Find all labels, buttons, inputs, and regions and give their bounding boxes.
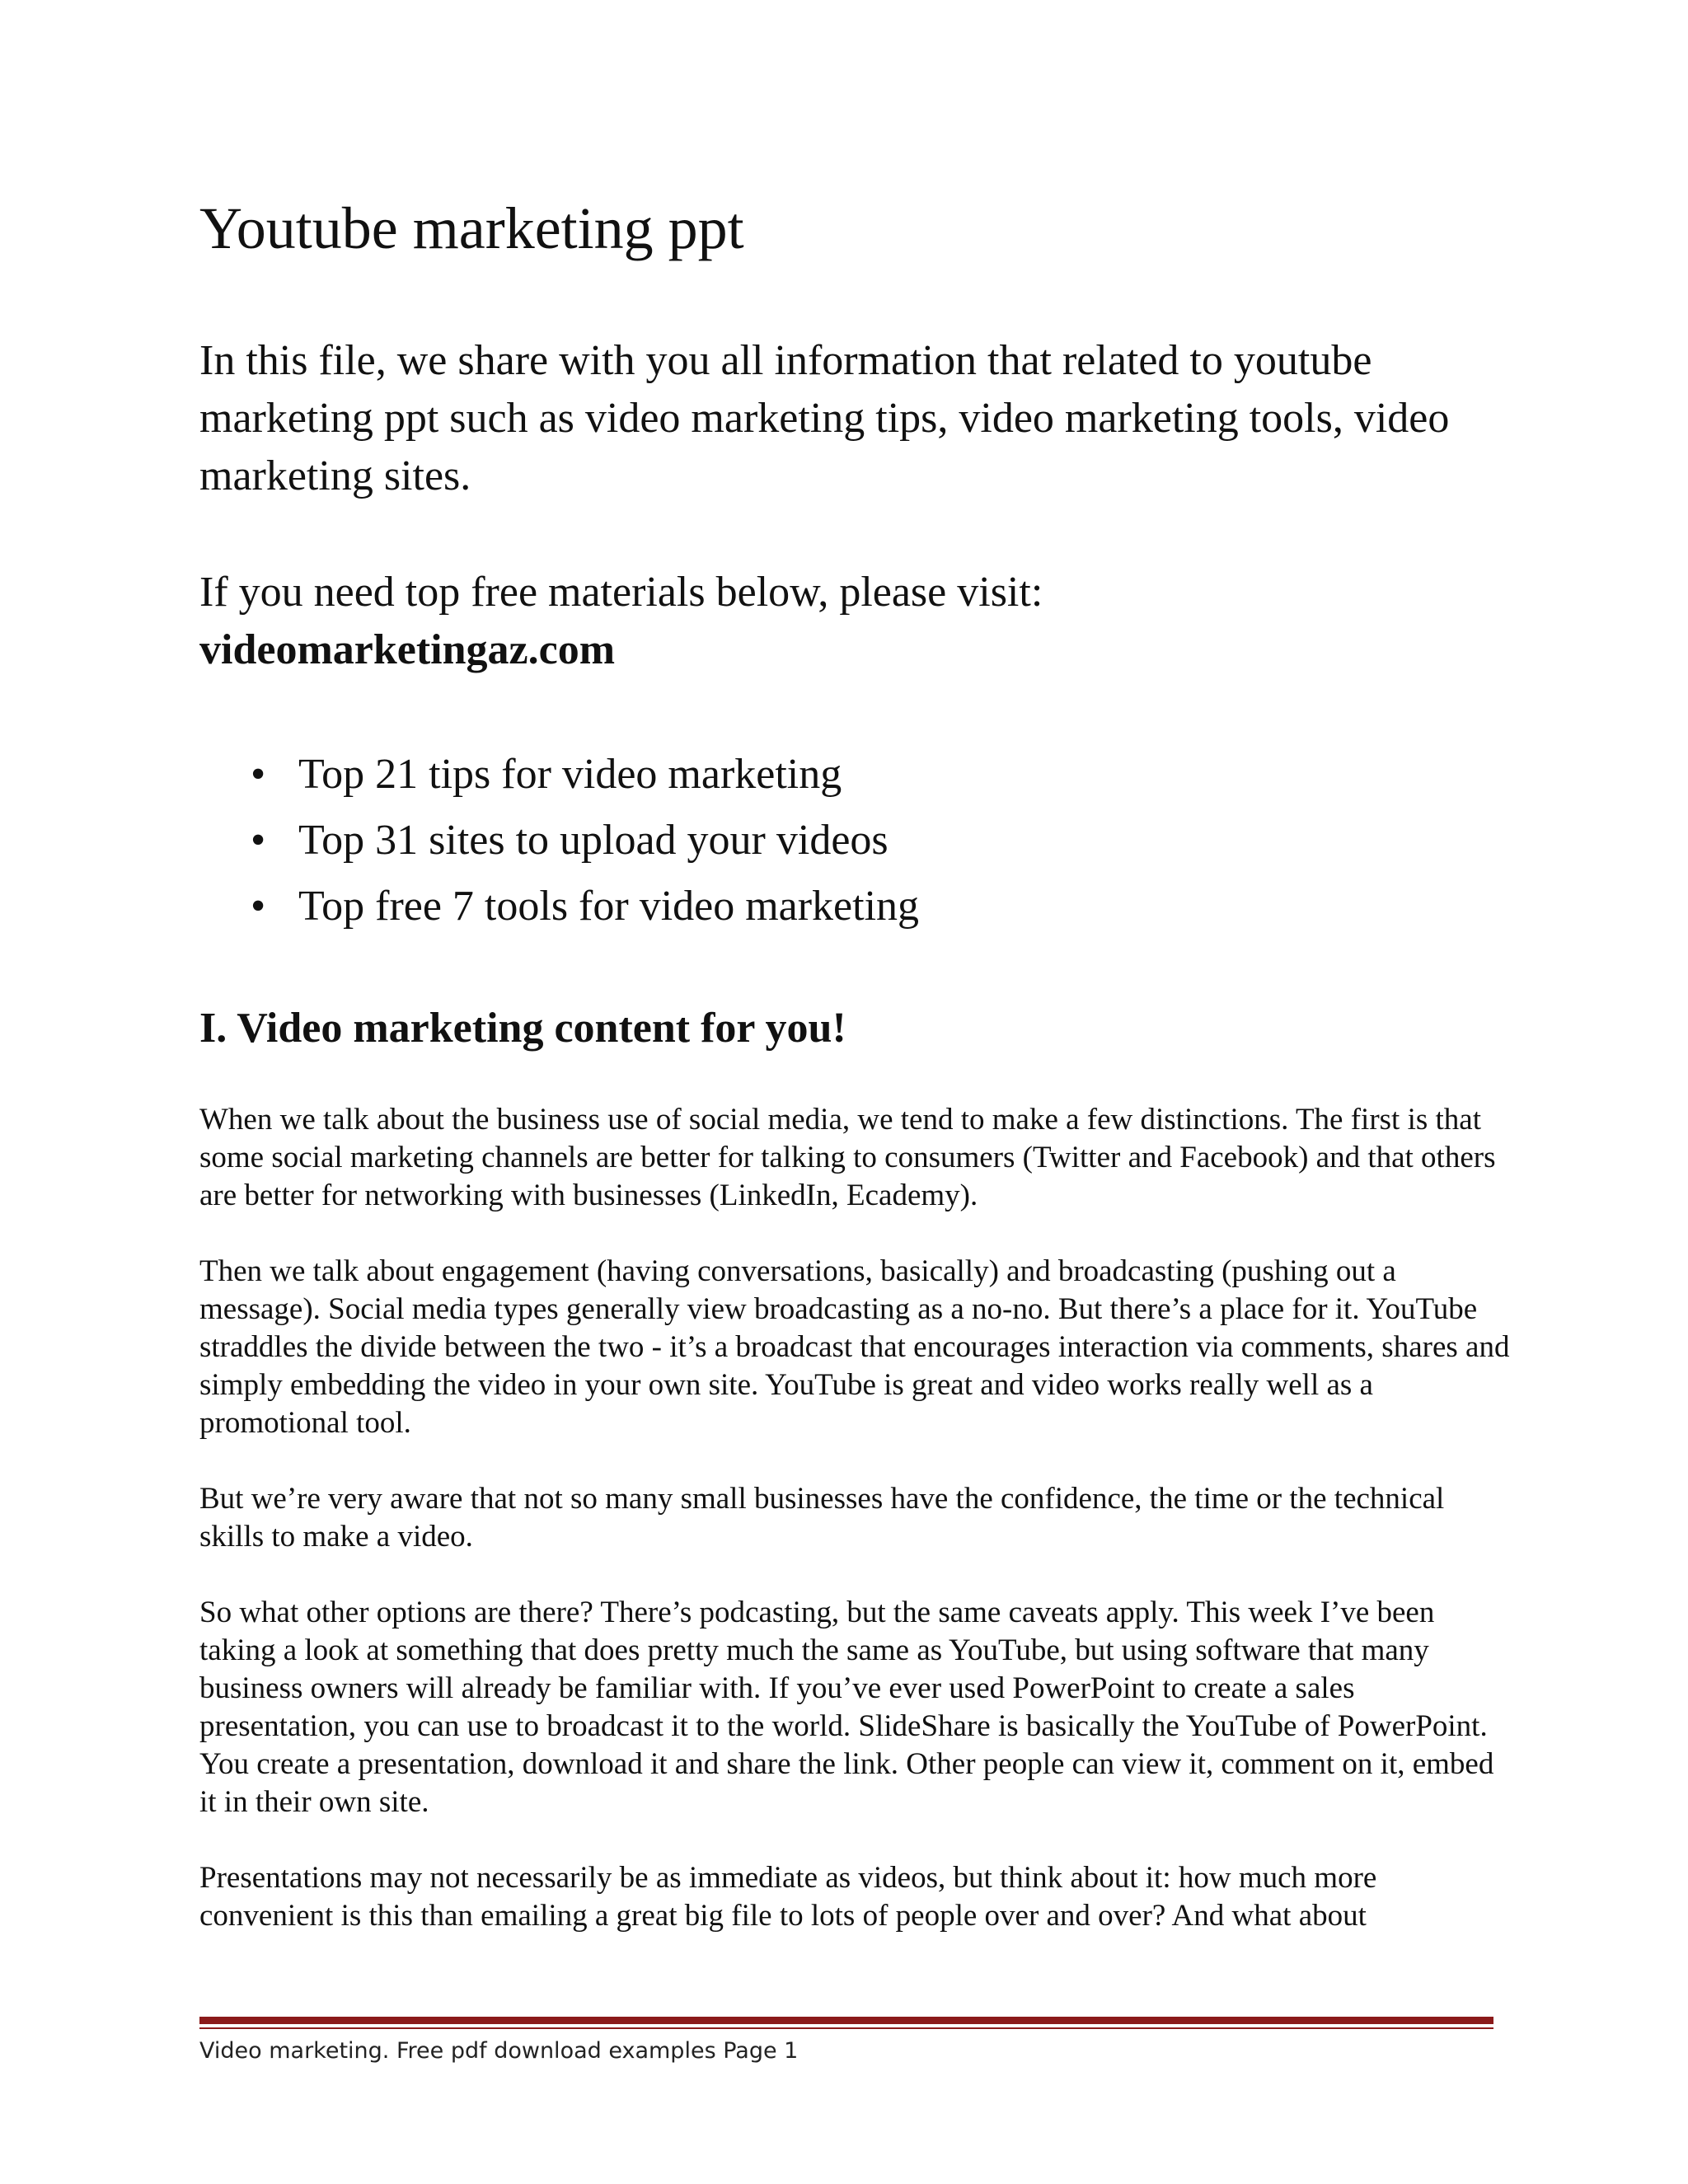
list-item-text: Top 31 sites to upload your videos	[298, 817, 889, 864]
footer-rule-thick	[199, 2017, 1493, 2024]
document-title: Youtube marketing ppt	[199, 195, 744, 261]
footer-text: Video marketing. Free pdf download examples Page 1	[199, 2038, 799, 2064]
list-item	[199, 742, 919, 808]
bullet-icon: •	[251, 751, 266, 798]
body-paragraph: Then we talk about engagement (having conversations, basically) and broadcasting (pushing out a message). Social media types generally view broadcasting as a no-no. But there’s a place for it. YouTube straddles the divide between the two - it’s a broadcast that encourages interaction via comments, shares and simply embedding the video in your own site. YouTube is great and video works really well as a promotional tool.	[199, 1254, 1510, 1440]
list-item	[199, 808, 919, 874]
section-heading: I. Video marketing content for you!	[199, 1005, 846, 1052]
intro-paragraph	[199, 332, 1502, 505]
intro-line-3: marketing sites.	[199, 452, 471, 499]
visit-paragraph	[199, 564, 1502, 679]
body-text	[199, 1101, 1510, 1973]
visit-text: If you need top free materials below, please visit:	[199, 569, 1043, 616]
list-item-text: Top free 7 tools for video marketing	[298, 883, 920, 930]
visit-link: videomarketingaz.com	[199, 626, 616, 673]
intro-line-2: marketing ppt such as video marketing tips, video marketing tools, video	[199, 395, 1450, 442]
body-paragraph: But we’re very aware that not so many small businesses have the confidence, the time or the technical skills to make a video.	[199, 1482, 1445, 1554]
list-item	[199, 874, 919, 940]
footer-rule-thin	[199, 2027, 1493, 2029]
body-paragraph: When we talk about the business use of social media, we tend to make a few distinctions. The first is that some social marketing channels are better for talking to consumers (Twitter and Facebook) and that others are better for networking with businesses (LinkedIn, Ecademy).	[199, 1103, 1496, 1212]
list-item-text: Top 21 tips for video marketing	[298, 751, 842, 798]
body-paragraph: Presentations may not necessarily be as immediate as videos, but think about it: how much more convenient is this than emailing a great big file to lots of people over and over? And what about	[199, 1861, 1377, 1933]
intro-line-1: In this file, we share with you all information that related to youtube	[199, 337, 1372, 384]
bullet-icon: •	[251, 883, 266, 930]
bullet-icon: •	[251, 817, 266, 864]
body-paragraph: So what other options are there? There’s podcasting, but the same caveats apply. This week I’ve been taking a look at something that does pretty much the same as YouTube, but using software that many business owners will already be familiar with. If you’ve ever used PowerPoint to create a sales presentation, you can use to broadcast it to the world. SlideShare is basically the YouTube of PowerPoint. You create a presentation, download it and share the link. Other people can view it, comment on it, embed it in their own site.	[199, 1596, 1494, 1819]
materials-list	[199, 742, 919, 940]
